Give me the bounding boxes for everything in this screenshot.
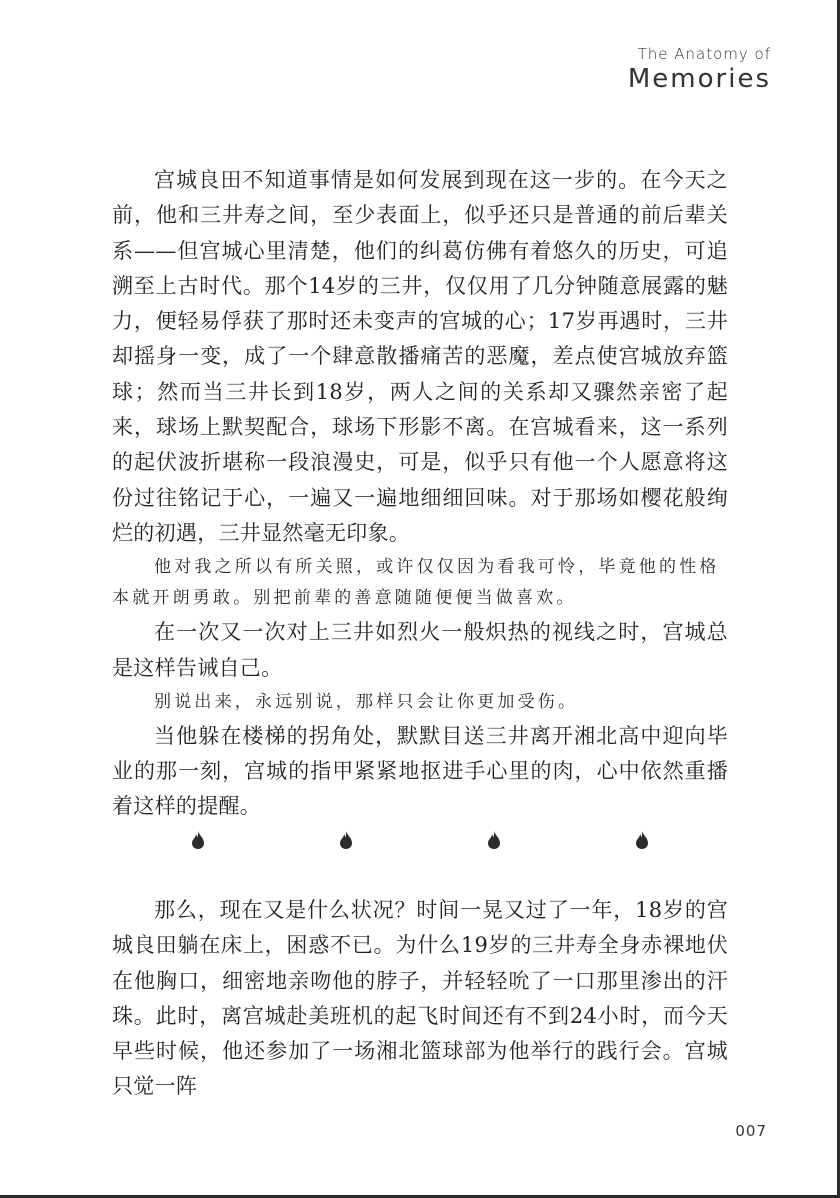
paragraph: 在一次又一次对上三井如烈火一般炽热的视线之时，宫城总是这样告诫自己。 (112, 620, 728, 680)
flame-icon (338, 830, 354, 850)
flame-icon (634, 830, 650, 850)
section-divider (190, 830, 650, 850)
page-number: 007 (735, 1122, 767, 1140)
paragraph: 当他躲在楼梯的拐角处，默默目送三井离开湘北高中迎向毕业的那一刻，宫城的指甲紧紧地抠进手心里的肉，心中依然重播着这样的提醒。 (112, 723, 728, 819)
main-text (112, 163, 728, 825)
inner-thought: 他对我之所以有所关照，或许仅仅因为看我可怜，毕竟他的性格本就开朗勇敢。别把前辈的善意随随便便当做喜欢。 (112, 557, 720, 609)
flame-icon (190, 830, 206, 850)
inner-thought: 别说出来，永远别说，那样只会让你更加受伤。 (154, 691, 579, 712)
paragraph: 那么，现在又是什么状况？时间一晃又过了一年，18岁的宫城良田躺在床上，困惑不已。为什么19岁的三井寿全身赤裸地伏在他胸口，细密地亲吻他的脖子，并轻轻吮了一口那里渗出的汗珠。此时，离宫城赴美班机的起飞时间还有不到24小时，而今天早些时候，他还参加了一场湘北篮球部为他举行的践行会。宫城只觉一阵 (112, 898, 728, 1099)
header-subtitle: The Anatomy of (637, 45, 771, 63)
flame-icon (486, 830, 502, 850)
second-section-text (112, 893, 728, 1105)
paragraph: 宫城良田不知道事情是如何发展到现在这一步的。在今天之前，他和三井寿之间，至少表面上，似乎还只是普通的前后辈关系——但宫城心里清楚，他们的纠葛仿佛有着悠久的历史，可追溯至上古时代。那个14岁的三井，仅仅用了几分钟随意展露的魅力，便轻易俘获了那时还未变声的宫城的心；17岁再遇时，三井却摇身一变，成了一个肆意散播痛苦的恶魔，差点使宫城放弃篮球；然而当三井长到18岁，两人之间的关系却又骤然亲密了起来，球场上默契配合，球场下形影不离。在宫城看来，这一系列的起伏波折堪称一段浪漫史，可是，似乎只有他一个人愿意将这份过往铭记于心，一遍又一遍地细细回味。对于那场如樱花般绚烂的初遇，三井显然毫无印象。 (112, 168, 728, 545)
header-title: Memories (627, 64, 771, 94)
running-header (628, 44, 771, 94)
